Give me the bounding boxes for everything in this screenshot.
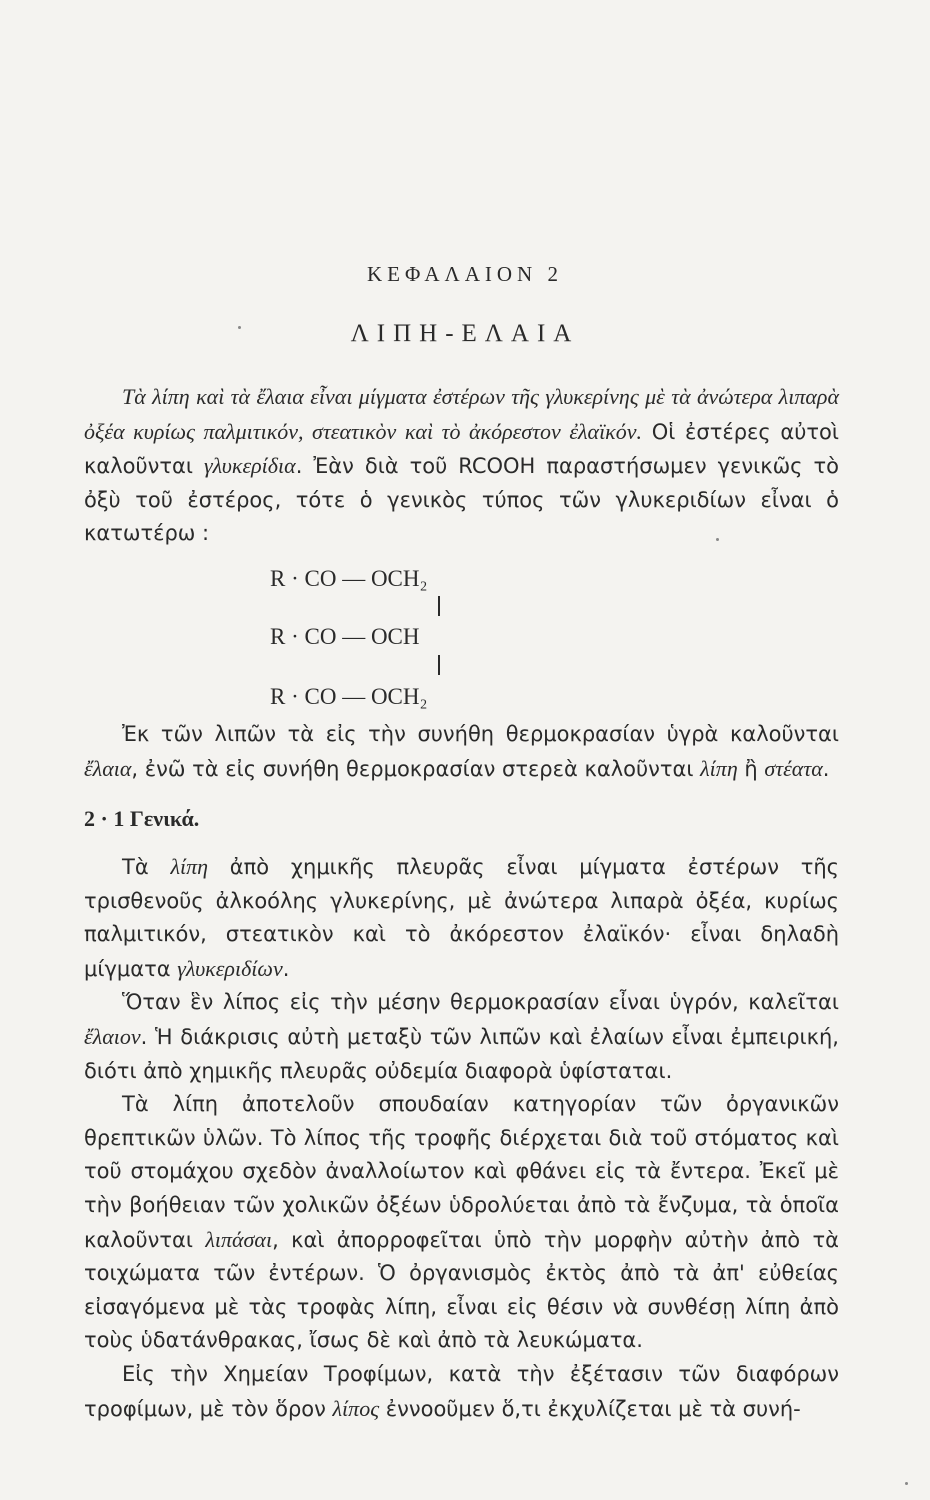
p1-text-3: . [282,956,290,981]
general-section-body [84,850,839,1426]
after-formula-text-1: Ἐκ τῶν λιπῶν τὰ εἰς τὴν συνήθη θερμοκρασίαν ὑγρὰ καλοῦνται [122,722,839,746]
intro-text-1: Οἱ ἐστέρες αὐτοὶ καλοῦνται [84,419,839,479]
p2-term-oil: ἔλαιον [84,1023,141,1049]
formula-row-3: R · CO — OCH₂ [270,684,428,709]
formula-row-1: R · CO — OCH₂ [270,566,428,591]
term-tallow: στέατα [764,755,823,781]
intro-text-2: . Ἐὰν διὰ τοῦ RCOOH παραστήσωμεν γενικῶς τὸ ὀξὺ τοῦ ἐστέρος, τότε ὁ γενικὸς τύπος τῶν γλυκεριδίων εἶναι ὁ κατωτέρω : [84,454,839,546]
intro-italic-sentence: Τὰ λίπη καὶ τὰ ἔλαια εἶναι μίγματα ἐστέρων τῆς γλυκερίνης μὲ τὰ ἀνώτερα λιπαρὰ ὀξέα κυρίως παλμιτικόν, στεατικὸν καὶ τὸ ἀκόρεστον ἐλαϊκόν. [84,384,839,444]
p1-text-1: Τὰ [122,855,171,879]
formula-bond-2 [438,655,440,675]
p4-text-2: ἐννοοῦμεν ὅ,τι ἐκχυλίζεται μὲ τὰ συνή- [379,1396,801,1421]
scan-speck [905,1482,908,1485]
intro-paragraph [84,380,839,551]
p1-text-2: ἀπὸ χημικῆς πλευρᾶς εἶναι μίγματα ἐστέρων τῆς τρισθενοῦς ἀλκοόλης γλυκερίνης, μὲ ἀνώτερα λιπαρὰ ὀξέα, κυρίως παλμιτικόν, στεατικὸν καὶ τὸ ἀκόρεστον ἐλαϊκόν· εἶναι δηλαδὴ μίγματα [84,855,839,981]
formula-bond-1 [438,596,440,616]
paragraph-2 [84,986,839,1088]
p2-text-2: . Ἡ διάκρισις αὐτὴ μεταξὺ τῶν λιπῶν καὶ ἐλαίων εἶναι ἐμπειρική, διότι ἀπὸ χημικῆς πλευρᾶς οὐδεμία διαφορὰ ὑφίσταται. [84,1024,839,1083]
p1-term-fats: λίπη [170,854,209,879]
after-formula-text-2: , ἐνῶ τὰ εἰς συνήθη θερμοκρασίαν στερεὰ καλοῦνται [131,756,701,781]
formula-row-2: R · CO — OCH [270,624,420,649]
scan-speck [716,538,719,541]
p3-text-2: , καὶ ἀπορροφεῖται ὑπὸ τὴν μορφὴν αὐτὴν ἀπὸ τὰ τοιχώματα τῶν ἐντέρων. Ὁ ὀργανισμὸς ἐκτὸς ἀπὸ τὰ ἀπ' εὐθείας εἰσαγόμενα μὲ τὰς τροφὰς λίπη, εἶναι εἰς θέσιν νὰ συνθέσῃ λίπη ἀπὸ τοὺς ὑδατάνθρακας, ἴσως δὲ καὶ ἀπὸ τὰ λευκώματα. [84,1227,839,1353]
p2-text-1: Ὅταν ἓν λίπος εἰς τὴν μέσην θερμοκρασίαν εἶναι ὑγρόν, καλεῖται [122,990,839,1015]
p4-text-1: Εἰς τὴν Χημείαν Τροφίμων, κατὰ τὴν ἐξέτασιν τῶν διαφόρων τροφίμων, μὲ τὸν ὅρον [84,1361,839,1421]
chapter-title: ΛΙΠΗ-ΕΛΑΙΑ [350,320,580,347]
p3-term-lipases: λιπάσαι [205,1226,273,1252]
p1-term-glycerides: γλυκεριδίων [177,955,283,981]
p4-term-fat: λίπος [332,1395,380,1421]
after-formula-paragraph [84,718,839,786]
term-oils: ἔλαια [84,755,132,781]
glyceride-formula [270,560,530,725]
paragraph-4 [84,1358,839,1426]
intro-term-glycerides: γλυκερίδια [203,453,296,479]
scan-speck [238,326,241,329]
paragraph-3 [84,1088,839,1358]
term-fats: λίπη [700,755,738,781]
paragraph-1 [84,850,839,986]
after-formula-text-3: ἢ [737,756,765,781]
section-heading: 2 · 1 Γενικά. [84,806,200,831]
chapter-label: ΚΕΦΑΛΑΙΟΝ 2 [367,262,563,286]
p3-text-1: Τὰ λίπη ἀποτελοῦν σπουδαίαν κατηγορίαν τῶν ὀργανικῶν θρεπτικῶν ὑλῶν. Τὸ λίπος τῆς τροφῆς διέρχεται διὰ τοῦ στόματος καὶ τοῦ στομάχου σχεδὸν ἀναλλοίωτον καὶ φθάνει εἰς τὰ ἔντερα. Ἐκεῖ μὲ τὴν βοήθειαν τῶν χολικῶν ὀξέων ὑδρολύεται ἀπὸ τὰ ἔνζυμα, τὰ ὁποῖα καλοῦνται [84,1092,839,1252]
after-formula-text-4: . [822,756,830,781]
